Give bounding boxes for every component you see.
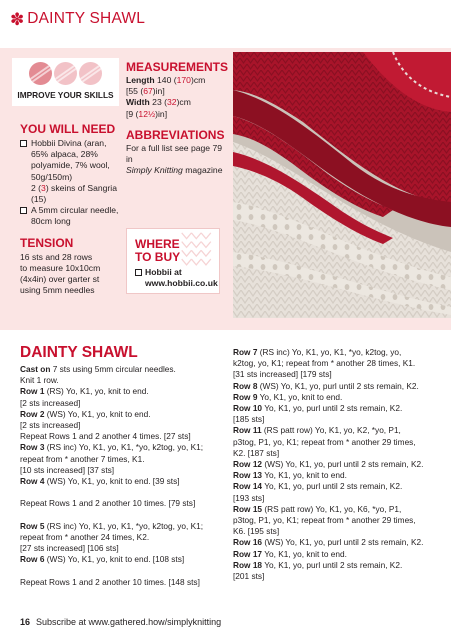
flower-icon: ✽ (10, 9, 25, 29)
subscribe-link[interactable]: Subscribe at www.gathered.how/simplyknitting (36, 617, 222, 627)
pattern-line: Row 15 (RS patt row) Yo, K1, yo, K6, *yo, P1, (233, 503, 402, 514)
pattern-line: K2. [187 sts] (233, 447, 280, 458)
pattern-line: Row 9 Yo, K1, yo, knit to end. (233, 391, 343, 402)
pattern-line: [2 sts increased] (20, 420, 81, 431)
pattern-line: Row 16 (WS) Yo, K1, yo, purl until 2 sts remain, K2. (233, 537, 424, 548)
abbreviations-section (126, 128, 226, 177)
materials-item-yarn: Hobbii Divina (aran, 65% alpaca, 28% polyamide, 7% wool, 50g/150m) 2 (3) skeins of Sangria (15) (20, 138, 120, 205)
pattern-line: p3tog, P1, yo, K1; repeat from * another 29 times, (233, 436, 416, 447)
pattern-line: [27 sts increased] [106 sts] (20, 543, 119, 554)
pattern-line: repeat from * another 7 times, K1. (20, 453, 145, 464)
pattern-line: [10 sts increased] [37 sts] (20, 464, 115, 475)
page-title: DAINTY SHAWL (27, 10, 146, 27)
measurements-text: Length 140 (170)cm [55 (67)in] Width 23 (32)cm [9 (12½)in] (126, 75, 206, 119)
measurements-section (126, 60, 229, 176)
abbreviations-heading: ABBREVIATIONS (126, 127, 225, 142)
abbreviations-text: For a full list see page 79 in Simply Knitting magazine (126, 142, 223, 176)
checkbox-icon (20, 207, 27, 214)
pattern-line: Repeat Rows 1 and 2 another 10 times. [148 sts] (20, 576, 200, 587)
page-footer (20, 617, 221, 627)
stockist-link[interactable]: www.hobbii.co.uk (145, 277, 218, 288)
pattern-column-left (20, 364, 217, 588)
measurements-heading: MEASUREMENTS (126, 60, 229, 74)
you-will-need-section (20, 122, 120, 296)
page-header (10, 8, 145, 30)
pattern-line: Row 17 Yo, K1, yo, knit to end. (233, 548, 347, 559)
pattern-line: Row 3 (RS inc) Yo, K1, yo, K1, *yo, k2tog, yo, K1; (20, 442, 204, 453)
pattern-line: Row 8 (WS) Yo, K1, yo, purl until 2 sts remain, K2. (233, 380, 419, 391)
pattern-title: DAINTY SHAWL (20, 344, 138, 361)
pattern-line: p3tog, P1, yo, K1; repeat from * another 29 times, (233, 515, 416, 526)
pattern-line: Row 18 Yo, K1, yo, purl until 2 sts remain, K2. (233, 559, 403, 570)
pattern-line: Row 1 (RS) Yo, K1, yo, knit to end. (20, 386, 149, 397)
pattern-line: [31 sts increased] [179 sts] (233, 369, 332, 380)
pattern-line: Row 4 (WS) Yo, K1, yo, knit to end. [39 sts] (20, 476, 180, 487)
pattern-line: K6. [195 sts] (233, 526, 280, 537)
pattern-line: Row 2 (WS) Yo, K1, yo, knit to end. (20, 408, 151, 419)
you-will-need-heading: YOU WILL NEED (20, 122, 116, 136)
pattern-line: Repeat Rows 1 and 2 another 4 times. [27 sts] (20, 431, 191, 442)
yarn-balls-icon (29, 62, 102, 85)
pattern-line: Row 14 Yo, K1, yo, purl until 2 sts remain, K2. (233, 481, 403, 492)
pattern-line: Cast on 7 sts using 5mm circular needles. (20, 364, 176, 374)
tension-heading: TENSION (20, 235, 74, 250)
skills-label: IMPROVE YOUR SKILLS (17, 90, 114, 100)
pattern-line: repeat from * another 24 times, K2. (20, 532, 150, 543)
spacer (20, 566, 217, 577)
page-number: 16 (20, 617, 31, 627)
pattern-line: Row 6 (WS) Yo, K1, yo, knit to end. [108 sts] (20, 554, 185, 565)
tension-section (20, 236, 120, 297)
skills-badge (12, 58, 119, 106)
pattern-line: Knit 1 row. (20, 375, 59, 386)
pattern-line: [2 sts increased] (20, 397, 81, 408)
pattern-line: Repeat Rows 1 and 2 another 10 times. [79 sts] (20, 498, 196, 509)
pattern-line: Row 10 Yo, K1, yo, purl until 2 sts remain, K2. (233, 403, 403, 414)
shawl-photo (233, 52, 451, 318)
pattern-line: Row 11 (RS patt row) Yo, K1, yo, K2, *yo, P1, (233, 425, 401, 436)
materials-item-needle: A 5mm circular needle, 80cm long (20, 205, 120, 227)
checkbox-icon (20, 140, 27, 147)
spacer (20, 510, 217, 521)
pattern-line: Row 13 Yo, K1, yo, knit to end. (233, 470, 347, 481)
where-to-buy-box (126, 228, 220, 294)
pattern-line: Row 7 (RS inc) Yo, K1, yo, K1, *yo, k2tog, yo, (233, 347, 402, 357)
pattern-line: [201 sts] (233, 571, 265, 582)
pattern-line: [185 sts] (233, 414, 265, 425)
pattern-column-right (233, 347, 435, 582)
pattern-line: k2tog, yo, K1; repeat from * another 28 times, K1. (233, 358, 416, 369)
spacer (20, 487, 217, 498)
tension-text: 16 sts and 28 rows to measure 10x10cm (4x4in) over garter st using 5mm needles (20, 251, 101, 296)
stockist-info: Hobbii at www.hobbii.co.uk (135, 267, 218, 289)
checkbox-icon (135, 269, 142, 276)
where-to-buy-heading: WHERE TO BUY (135, 237, 181, 264)
pattern-line: [193 sts] (233, 492, 265, 503)
pattern-line: Row 12 (WS) Yo, K1, yo, purl until 2 sts remain, K2. (233, 459, 424, 470)
pattern-line: Row 5 (RS inc) Yo, K1, yo, K1, *yo, k2tog, yo, K1; (20, 520, 204, 531)
